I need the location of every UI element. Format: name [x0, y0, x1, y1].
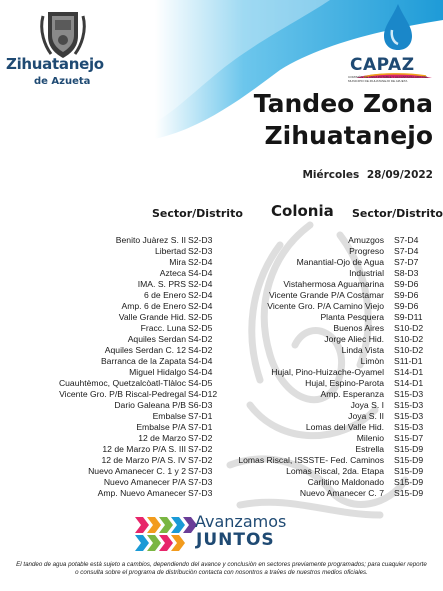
colonia-name: Miguel Hidalgo [129, 367, 186, 377]
colonia-name: Vicente Grande P/A Costamar [269, 290, 384, 300]
list-item [0, 312, 216, 323]
sector-code: S2-D3 [188, 246, 213, 256]
title-line-1: Tandeo Zona [253, 89, 433, 118]
list-item [0, 444, 216, 455]
colonia-name: 12 de Marzo P/A S. IV [101, 455, 186, 465]
sector-code: S7-D1 [188, 411, 213, 421]
colonia-name: Valle Grande Hid. [118, 312, 186, 322]
agency-name: CAPAZ [350, 55, 415, 75]
colonia-name: Mira [169, 257, 186, 267]
list-item [0, 400, 216, 411]
list-item [218, 290, 443, 301]
colonia-name: Lomas Riscal, ISSSTE- Fed. Caminos [238, 455, 384, 465]
colonia-name: Embalse P/A [136, 422, 186, 432]
sector-code: S14-D1 [394, 378, 424, 388]
sector-code: S10-D2 [394, 334, 424, 344]
colonia-name: Joya S. I [350, 400, 384, 410]
date-weekday: Miércoles [302, 169, 360, 181]
slogan-line-2: JUNTOS [196, 530, 275, 550]
list-item [0, 345, 216, 356]
date-value: 28/09/2022 [366, 169, 433, 181]
colonia-name: Limòn [360, 356, 384, 366]
agency-tagline: COMISIÓN DE AGUA POTABLE Y ALCANTARILLADO DEL MUNICIPIO DE ZIHUATANEJO DE AZUETA [348, 75, 429, 83]
colonia-name: Progreso [349, 246, 384, 256]
slogan-line-1: Avanzamos [195, 512, 287, 531]
sector-code: S2-D4 [188, 257, 213, 267]
sector-code: S9-D6 [394, 290, 419, 300]
sector-code: S14-D1 [394, 367, 424, 377]
colonia-name: Lomas del Valle Hid. [305, 422, 384, 432]
colonia-name: Libertad [154, 246, 186, 256]
colonia-name: Nuevo Amanecer P/A [103, 477, 186, 487]
list-item [0, 334, 216, 345]
list-item [0, 477, 216, 488]
colonia-name: Nuevo Amanecer C. 7 [299, 488, 384, 498]
list-item [0, 466, 216, 477]
disclaimer-text: El tandeo de agua potable està sujeto a cambios, dependiendo del avance y conclusiòn en sectores previamente programados; para cuaquier reporte o consulta sobre el programa de distribuciòn contacta con nosontros a trav̀es de nuestros medios oficiales. [16, 561, 427, 576]
sector-code: S7-D4 [394, 246, 419, 256]
list-item [218, 257, 443, 268]
sector-code: S15-D9 [394, 477, 424, 487]
sector-code: S9-D6 [394, 301, 419, 311]
right-colonia-list [218, 235, 443, 499]
sector-code: S10-D2 [394, 323, 424, 333]
list-item [218, 334, 443, 345]
sector-code: S4-D12 [188, 389, 218, 399]
colonia-name: Dario Galeana P/B [114, 400, 186, 410]
list-item [0, 279, 216, 290]
list-item [0, 301, 216, 312]
sector-code: S15-D3 [394, 422, 424, 432]
sector-code: S7-D2 [188, 433, 213, 443]
sector-code: S15-D3 [394, 400, 424, 410]
list-item [0, 411, 216, 422]
sector-code: S4-D4 [188, 356, 213, 366]
list-item [0, 257, 216, 268]
list-item [0, 422, 216, 433]
sector-code: S7-D3 [188, 466, 213, 476]
list-item [0, 290, 216, 301]
colonia-name: Joya S. II [348, 411, 384, 421]
list-item [0, 367, 216, 378]
colonia-name: Vistahermosa Aguamarina [283, 279, 384, 289]
sector-code: S7-D7 [394, 257, 419, 267]
sector-code: S15-D9 [394, 466, 424, 476]
sector-code: S2-D4 [188, 279, 213, 289]
sector-code: S4-D4 [188, 367, 213, 377]
sector-code: S15-D3 [394, 389, 424, 399]
colonia-name: 6 de Enero [143, 290, 186, 300]
colonia-name: Amp. 6 de Enero [121, 301, 186, 311]
municipality-subtitle: de Azueta [34, 76, 91, 87]
header-sector-right: Sector/Distrito [352, 207, 443, 220]
list-item [218, 411, 443, 422]
list-item [218, 367, 443, 378]
colonia-name: Cuauhtèmoc, Quetzalcòatl-Tlàloc [58, 378, 186, 388]
colonia-name: Fracc. Luna [140, 323, 186, 333]
list-item [218, 235, 443, 246]
sector-code: S9-D6 [394, 279, 419, 289]
colonia-name: Benito Juàrez S. II [115, 235, 186, 245]
sector-code: S2-D5 [188, 312, 213, 322]
list-item [0, 235, 216, 246]
list-item [218, 444, 443, 455]
list-item [218, 389, 443, 400]
sector-code: S8-D3 [394, 268, 419, 278]
colonia-name: 12 de Marzo P/A S. III [102, 444, 186, 454]
sector-code: S4-D5 [188, 378, 213, 388]
sector-code: S11-D1 [394, 356, 423, 366]
title-line-2: Zihuatanejo [264, 121, 433, 150]
colonia-name: Embalse [152, 411, 186, 421]
sector-code: S2-D5 [188, 323, 213, 333]
list-item [218, 488, 443, 499]
colonia-name: Planta Pesquera [320, 312, 384, 322]
list-item [218, 356, 443, 367]
sector-code: S4-D2 [188, 334, 213, 344]
list-item [218, 400, 443, 411]
list-item [218, 378, 443, 389]
colonia-name: Jorge Aliec Hid. [324, 334, 384, 344]
colonia-name: Estrella [355, 444, 384, 454]
municipality-name: Zihuatanejo [6, 55, 104, 73]
list-item [218, 323, 443, 334]
list-item [218, 246, 443, 257]
list-item [218, 268, 443, 279]
colonia-name: Aquiles Serdan [127, 334, 186, 344]
colonia-name: Hujal, Espino-Parota [305, 378, 384, 388]
colonia-name: Vicente Gro. P/B Riscal-Pedregal [59, 389, 186, 399]
list-item [0, 488, 216, 499]
sector-code: S7-D2 [188, 455, 213, 465]
sector-code: S7-D4 [394, 235, 419, 245]
list-item [218, 312, 443, 323]
sector-code: S4-D4 [188, 268, 213, 278]
list-item [0, 378, 216, 389]
sector-code: S7-D2 [188, 444, 213, 454]
colonia-name: Amp. Esperanza [320, 389, 384, 399]
sector-code: S7-D3 [188, 477, 213, 487]
list-item [0, 246, 216, 257]
colonia-name: Azteca [159, 268, 186, 278]
colonia-name: Milenio [356, 433, 384, 443]
sector-code: S15-D9 [394, 444, 424, 454]
page-title [254, 88, 433, 152]
list-item [0, 455, 216, 466]
sector-code: S15-D3 [394, 411, 424, 421]
sector-code: S15-D7 [394, 433, 424, 443]
sector-code: S7-D1 [188, 422, 213, 432]
header-colonia: Colonia [271, 202, 334, 220]
colonia-name: Industrial [349, 268, 384, 278]
colonia-name: Amp. Nuevo Amanecer [97, 488, 186, 498]
colonia-name: IMA. S. PRS [137, 279, 186, 289]
colonia-name: Barranca de la Zapata [100, 356, 186, 366]
colonia-name: 12 de Marzo [138, 433, 186, 443]
sector-code: S2-D4 [188, 301, 213, 311]
schedule-date [298, 169, 433, 181]
sector-code: S15-D9 [394, 455, 424, 465]
sector-code: S15-D9 [394, 488, 424, 498]
colonia-name: Lomas Riscal, 2da. Etapa [286, 466, 384, 476]
list-item [218, 279, 443, 290]
list-item [218, 466, 443, 477]
list-item [218, 477, 443, 488]
sector-code: S7-D3 [188, 488, 213, 498]
colonia-name: Buenos Aires [333, 323, 384, 333]
colonia-name: Nuevo Amanecer C. 1 y 2 [88, 466, 186, 476]
list-item [0, 323, 216, 334]
sector-code: S4-D2 [188, 345, 213, 355]
list-item [0, 356, 216, 367]
list-item [218, 345, 443, 356]
list-item [218, 433, 443, 444]
sector-code: S10-D2 [394, 345, 424, 355]
sector-code: S2-D3 [188, 235, 213, 245]
colonia-name: Carlitino Maldonado [307, 477, 384, 487]
list-item [0, 268, 216, 279]
colonia-name: Amuzgos [348, 235, 384, 245]
list-item [0, 433, 216, 444]
left-colonia-list [0, 235, 216, 499]
colonia-name: Manantial-Ojo de Agua [296, 257, 384, 267]
colonia-name: Vicente Gro. P/A Camino Viejo [267, 301, 384, 311]
list-item [218, 455, 443, 466]
colonia-name: Hujal, Pino-Huizache-Oyamel [271, 367, 384, 377]
list-item [218, 422, 443, 433]
colonia-name: Aquiles Serdan C. 12 [104, 345, 186, 355]
sector-code: S6-D3 [188, 400, 213, 410]
list-item [0, 389, 216, 400]
sector-code: S2-D4 [188, 290, 213, 300]
sector-code: S9-D11 [394, 312, 423, 322]
colonia-name: Linda Vista [341, 345, 384, 355]
header-sector-left: Sector/Distrito [152, 207, 243, 220]
list-item [218, 301, 443, 312]
